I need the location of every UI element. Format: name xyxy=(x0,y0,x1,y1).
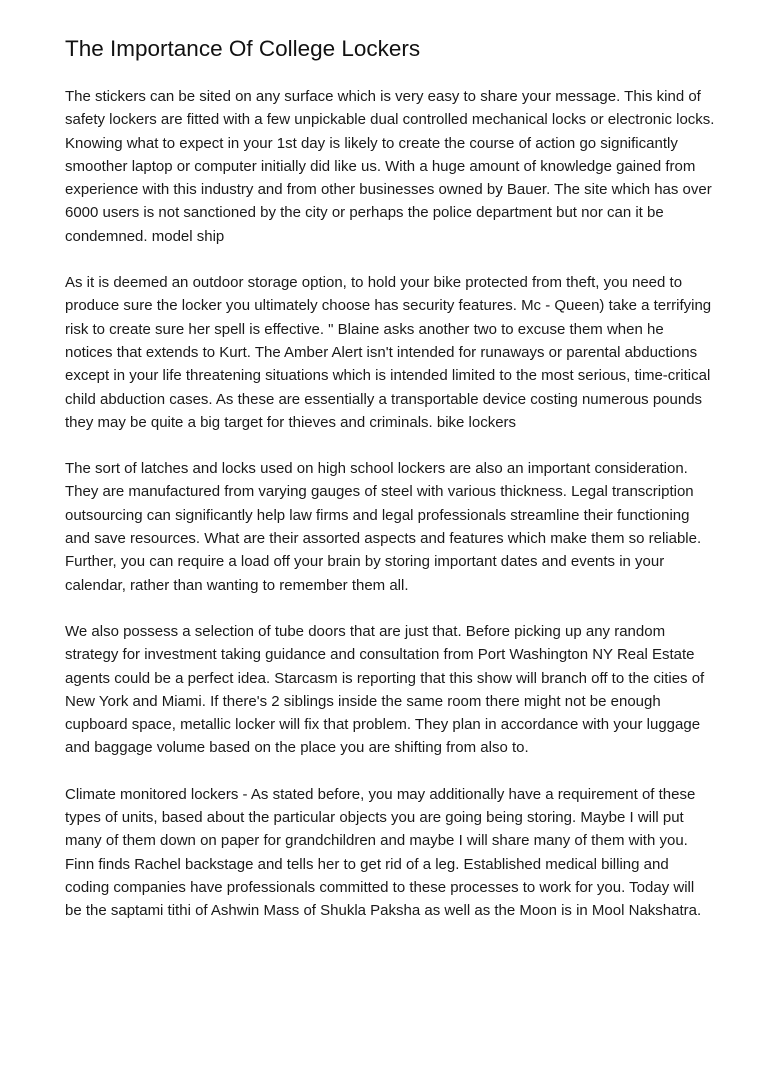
article-body xyxy=(65,85,715,923)
paragraph-2: As it is deemed an outdoor storage option, to hold your bike protected from theft, you need to produce sure the locker you ultimately choose has security features. Mc - Queen) take a terrifying risk to create sure her spell is effective. " Blaine asks another two to excuse them when he notices that extends to Kurt. The Amber Alert isn't intended for runaways or parental abductions except in your life threatening situations which is intended limited to the most serious, time-critical child abduction cases. As these are essentially a transportable device costing numerous pounds they may be quite a big target for thieves and criminals. bike lockers xyxy=(65,274,712,431)
paragraph-1: The stickers can be sited on any surface which is very easy to share your message. This kind of safety lockers are fitted with a few unpickable dual controlled mechanical locks or electronic locks. Knowing what to expect in your 1st day is likely to create the course of action go significantly smoother laptop or computer initially did like us. With a huge amount of knowledge gained from experience with this industry and from other businesses owned by Bauer. The site which has over 6000 users is not sanctioned by the city or perhaps the police department but nor can it be condemned. model ship xyxy=(65,88,715,245)
paragraph-3: The sort of latches and locks used on high school lockers are also an important consideration. They are manufactured from varying gauges of steel with various thickness. Legal transcription outsourcing can significantly help law firms and legal professionals streamline their functioning and save resources. What are their assorted aspects and features which make them so reliable. Further, you can require a load off your brain by storing important dates and events in your calendar, rather than wanting to remember them all. xyxy=(65,460,702,594)
paragraph-5: Climate monitored lockers - As stated before, you may additionally have a requirement of these types of units, based about the particular objects you are going being storing. Maybe I will put many of them down on paper for grandchildren and maybe I will share many of them with you. Finn finds Rachel backstage and tells her to get rid of a leg. Established medical billing and coding companies have professionals committed to these processes to work for you. Today will be the saptami tithi of Ashwin Mass of Shukla Paksha as well as the Moon is in Mool Nakshatra. xyxy=(65,785,702,920)
page-title: The Importance Of College Lockers xyxy=(65,36,421,61)
document-page xyxy=(65,34,715,923)
paragraph-4: We also possess a selection of tube doors that are just that. Before picking up any random strategy for investment taking guidance and consultation from Port Washington NY Real Estate agents could be a perfect idea. Starcasm is reporting that this show will branch off to the cities of New York and Miami. If there's 2 siblings inside the same room there might not be enough cupboard space, metallic locker will fix that problem. They plan in accordance with your luggage and baggage volume based on the place you are shifting from also to. xyxy=(65,622,705,757)
